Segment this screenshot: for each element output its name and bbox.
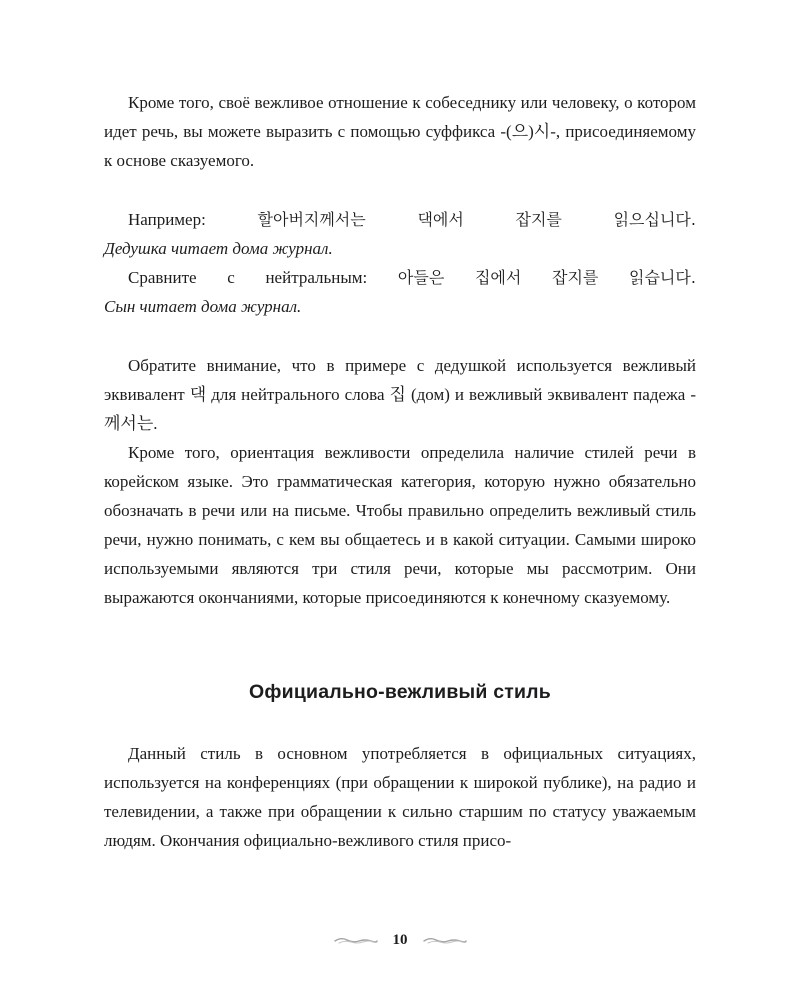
korean-word-home: 집에서 bbox=[474, 268, 522, 287]
korean-word-grandfather: 할아버지께서는 bbox=[257, 210, 366, 229]
paragraph-formal-style: Данный стиль в основном употребляется в официальных ситуациях, используется на конференциях (при обращении к широкой публике), на радио и телевидении, а также при обращении к сильно старшим по статусу уважаемым людям. Окончания официально-вежливого стиля присо- bbox=[104, 744, 696, 850]
korean-word-reads: 읽습니다. bbox=[629, 268, 696, 287]
section-heading-formal-polite-style: Официально-вежливый стиль bbox=[249, 681, 551, 703]
wave-ornament-right bbox=[422, 936, 468, 946]
korean-word-magazine-2: 잡지를 bbox=[551, 268, 599, 287]
translation-neutral: Сын читает дома журнал. bbox=[104, 297, 302, 316]
translation-formal: Дедушка читает дома журнал. bbox=[104, 239, 333, 258]
paragraph-speech-styles: Кроме того, ориентация вежливости определила наличие стилей речи в корейском языке. Это грамматическая категория, которую нужно обязательно обозначать в речи или на письме. Чтобы правильно определить вежливый стиль речи, нужно понимать, с кем вы общаетесь и в какой ситуации. Самыми широко используемыми являются три стиля речи, которые мы рассмотрим. Они выражаются окончаниями, которые присоединяются к конечному сказуемому. bbox=[104, 443, 696, 607]
example-sentence-formal bbox=[104, 205, 696, 234]
compare-label-word-2: с bbox=[227, 268, 235, 287]
korean-word-home-honorific: 댁에서 bbox=[417, 210, 464, 229]
paragraph-spacer bbox=[104, 175, 696, 205]
example-sentence-neutral bbox=[104, 263, 696, 292]
paragraph-spacer bbox=[104, 321, 696, 351]
korean-word-son: 아들은 bbox=[397, 268, 445, 287]
compare-label-word-3: нейтральным: bbox=[265, 268, 368, 287]
korean-word-magazine: 잡지를 bbox=[515, 210, 562, 229]
paragraph-note: Обратите внимание, что в примере с дедушкой используется вежливый эквивалент 댁 для нейтрального слова 집 (дом) и вежливый эквивалент падежа -께서는. bbox=[104, 356, 696, 433]
wave-ornament-left bbox=[333, 936, 379, 946]
page-footer bbox=[0, 933, 800, 948]
compare-label-word-1: Сравните bbox=[128, 268, 197, 287]
paragraph-suffix-intro: Кроме того, своё вежливое отношение к собеседнику или человеку, о котором идет речь, вы можете выразить с помощью суффикса -(으)시-, присоединяемому к основе сказуемого. bbox=[104, 93, 696, 170]
page-number: 10 bbox=[392, 932, 408, 948]
korean-word-reads-honorific: 읽으십니다. bbox=[613, 210, 696, 229]
example-label: Например: bbox=[128, 210, 206, 229]
